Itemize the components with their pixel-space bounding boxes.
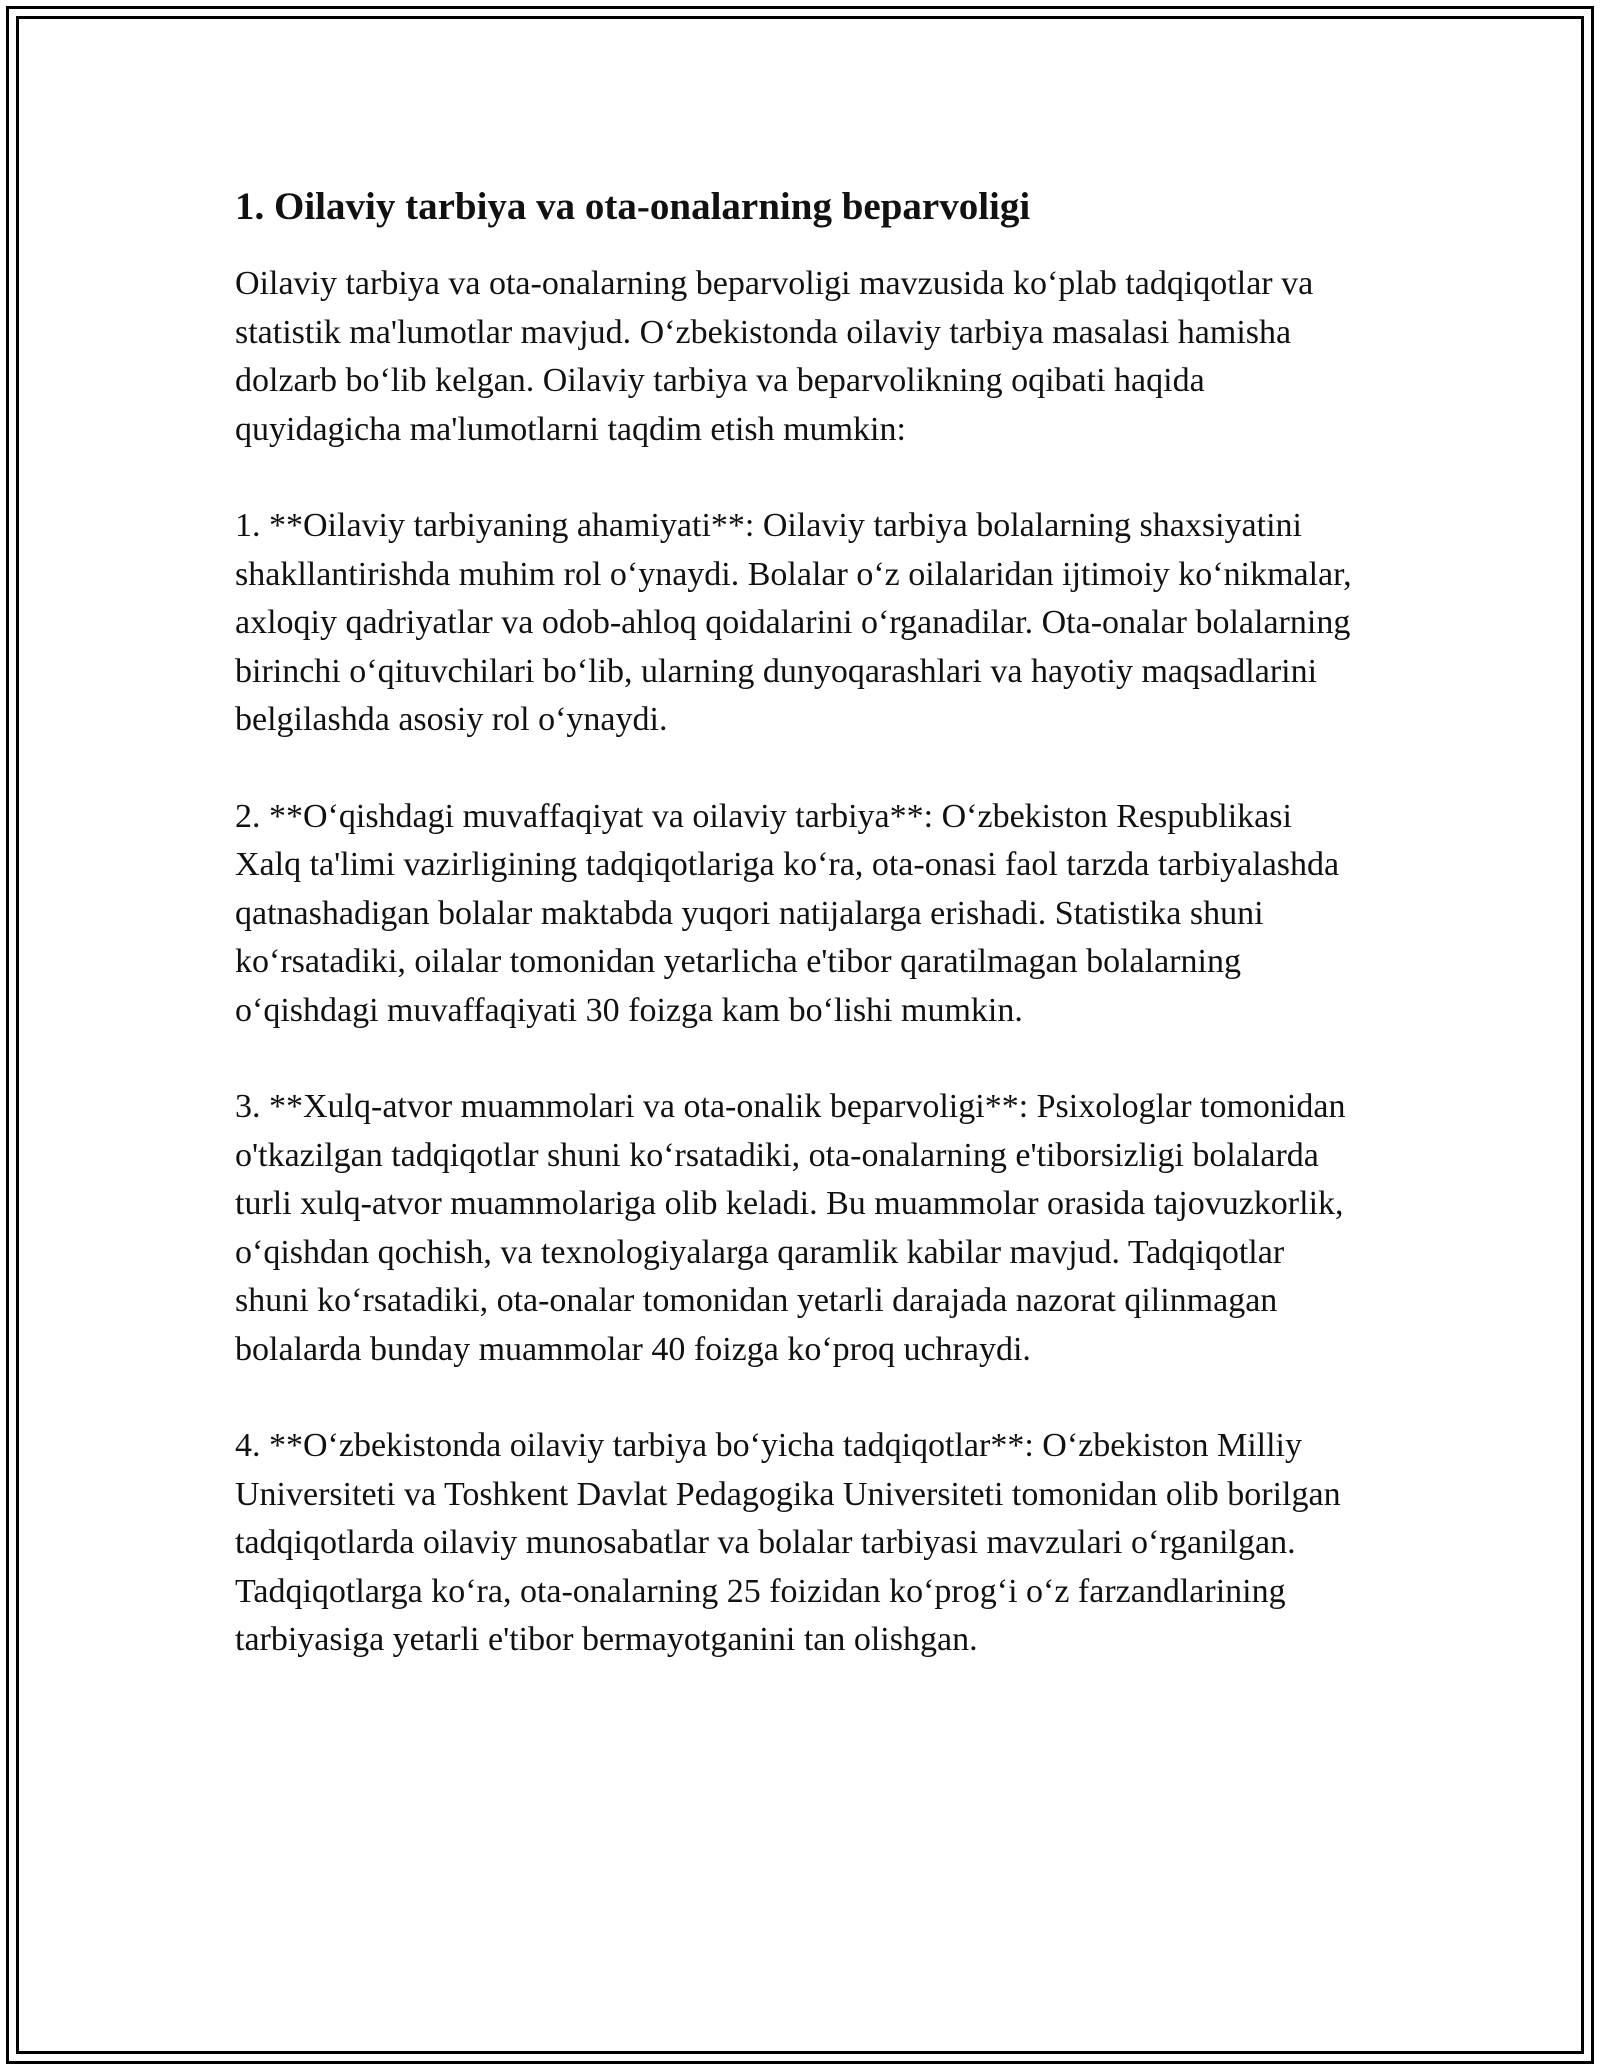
paragraph-point-1: 1. **Oilaviy tarbiyaning ahamiyati**: Oilaviy tarbiya bolalarning shaxsiyatini shakllantirishda muhim rol o‘ynaydi. Bolalar o‘z oilalaridan ijtimoiy ko‘nikmalar, axloqiy qadriyatlar va odob-ahloq qoidalarini o‘rganadilar. Ota-onalar bolalarning birinchi o‘qituvchilari bo‘lib, ularning dunyoqarashlari va hayotiy maqsadlarini belgilashda asosiy rol o‘ynaydi. [235,507,1352,738]
paragraph-point-2: 2. **O‘qishdagi muvaffaqiyat va oilaviy tarbiya**: O‘zbekiston Respublikasi Xalq ta'limi vazirligining tadqiqotlariga ko‘ra, ota-onasi faol tarzda tarbiyalashda qatnashadigan bolalar maktabda yuqori natijalarga erishadi. Statistika shuni ko‘rsatadiki, oilalar tomonidan yetarlicha e'tibor qaratilmagan bolalarning o‘qishdagi muvaffaqiyati 30 foizga kam bo‘lishi mumkin. [235,797,1340,1029]
paragraph-point-3: 3. **Xulq-atvor muammolari va ota-onalik beparvoligi**: Psixologlar tomonidan o'tkazilgan tadqiqotlar shuni ko‘rsatadiki, ota-onalarning e'tiborsizligi bolalarda turli xulq-atvor muammolariga olib keladi. Bu muammolar orasida tajovuzkorlik, o‘qishdan qochish, va texnologiyalarga qaramlik kabilar mavjud. Tadqiqotlar shuni ko‘rsatadiki, ota-onalar tomonidan yetarli darajada nazorat qilinmagan bolalarda bunday muammolar 40 foizga ko‘proq uchraydi. [235,1088,1346,1368]
paragraph-point-4: 4. **O‘zbekistonda oilaviy tarbiya bo‘yicha tadqiqotlar**: O‘zbekiston Milliy Universiteti va Toshkent Davlat Pedagogika Universiteti tomonidan olib borilgan tadqiqotlarda oilaviy munosabatlar va bolalar tarbiyasi mavzulari o‘rganilgan. Tadqiqotlarga ko‘ra, ota-onalarning 25 foizidan ko‘prog‘i o‘z farzandlarining tarbiyasiga yetarli e'tibor bermayotganini tan olishgan. [235,1427,1341,1658]
document-body [235,182,1365,1713]
intro-paragraph: Oilaviy tarbiya va ota-onalarning beparvoligi mavzusida ko‘plab tadqiqotlar va statistik ma'lumotlar mavjud. O‘zbekistonda oilaviy tarbiya masalasi hamisha dolzarb bo‘lib kelgan. Oilaviy tarbiya va beparvolikning oqibati haqida quyidagicha ma'lumotlarni taqdim etish mumkin: [235,265,1314,448]
section-heading: 1. Oilaviy tarbiya va ota-onalarning beparvoligi [235,185,1031,228]
